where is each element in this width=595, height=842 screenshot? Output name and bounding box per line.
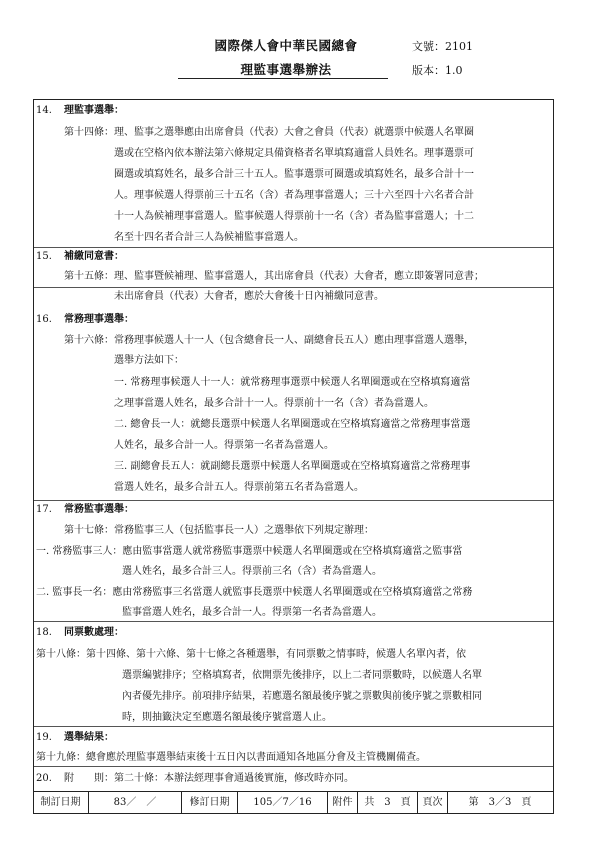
row-divider [34,247,553,248]
row-divider [34,766,553,767]
created-date-value: 83／ ／ [89,792,182,814]
article-line: 名至十四名者合計三人為候補監事當選人。 [114,232,304,243]
article-line: 一. 常務理事候選人十一人：就常務理事選票中候選人名單圈選或在空格填寫適當 [114,377,471,388]
article-line: 三. 副總會長五人：就副總長選票中候選人名單圈選或在空格填寫適當之常務理事 [114,461,471,472]
page-label: 頁次 [418,792,448,814]
content-frame [33,99,554,814]
organization-name: 國際傑人會中華民國總會 [214,38,358,53]
attachment-label: 附件 [328,792,358,814]
article-line: 圈選或填寫姓名，最多合計三十五人。監事選票可圈選或填寫姓名，最多合計十一 [114,169,474,180]
section-14-number: 14. [36,105,52,116]
article-line: 人。理事候選人得票前三十五名（含）者為理事當選人；三十六至四十六名者合計 [114,190,474,201]
article-line: 選舉方法如下： [114,355,184,366]
attachment-pages: 共 3 頁 [358,792,418,814]
section-14-title: 理監事選舉： [64,105,124,116]
section-17-number: 17. [36,504,52,515]
section-15-number: 15. [36,251,52,262]
document-footer [33,791,554,814]
row-divider [34,621,553,622]
row-divider [34,287,553,288]
section-15-title: 補繳同意書： [64,251,124,262]
article-line: 選或在空格內依本辦法第六條規定具備資格者名單填寫適當人員姓名。理事選票可 [114,148,474,159]
article-line: 內者優先排序。前項排序結果，若應選名額最後序號之票數與前後序號之票數相同 [122,691,482,702]
title-underline [178,78,388,79]
article-line: 選票編號排序；空格填寫者，依開票先後排序，以上二者同票數時，以候選人名單 [122,670,482,681]
document-title: 理監事選舉辦法 [240,62,332,77]
article-line: 第十五條：理、監事暨候補理、監事當選人，其出席會員（代表）大會者，應立即簽署同意書； [64,271,484,282]
revised-date-value: 105／7／16 [238,792,328,814]
section-17-title: 常務監事選舉： [64,504,134,515]
article-line: 二. 總會長一人：就總長選票中候選人名單圈選或在空格填寫適當之常務理事當選 [114,419,471,430]
article-line: 時，則抽籤決定至應選名額最後序號當選人止。 [122,712,332,723]
section-18-number: 18. [36,627,52,638]
article-line: 第十四條：理、監事之選舉應由出席會員（代表）大會之會員（代表）就選票中候選人名單圈 [64,127,474,138]
row-divider [34,726,553,727]
section-20-text: 附 則：第二十條：本辦法經理事會通過後實施，修改時亦同。 [64,773,354,784]
article-line: 監事當選人姓名，最多合計一人。得票第一名者為當選人。 [122,607,382,618]
article-line: 第十八條：第十四條、第十六條、第十七條之各種選舉，有同票數之情事時，候選人名單內者，依 [36,649,466,660]
article-line: 選人姓名，最多合計三人。得票前三名（含）者為當選人。 [122,566,382,577]
section-19-number: 19. [36,732,52,743]
section-16-number: 16. [36,314,52,325]
article-line: 人姓名，最多合計一人。得票第一名者為當選人。 [114,440,334,451]
article-line: 當選人姓名，最多合計五人。得票前第五名者為當選人。 [114,482,364,493]
page-number: 第 3／3 頁 [468,797,532,808]
document-version: 版本：1.0 [412,64,463,77]
article-line: 第十六條：常務理事候選人十一人（包含總會長一人、副總會長五人）應由理事當選人選舉， [64,335,474,346]
article-line: 未出席會員（代表）大會者，應於大會後十日內補繳同意書。 [114,291,384,302]
article-line: 二. 監事長一名：應由常務監事三名當選人就監事長選票中候選人名單圈選或在空格填寫適當之常務 [36,587,473,598]
section-19-title: 選舉結果： [64,732,114,743]
article-line: 一. 常務監事三人：應由監事當選人就常務監事選票中候選人名單圈選或在空格填寫適當之監事當 [36,546,463,557]
article-line: 十一人為候補理事當選人。監事候選人得票前十一名（含）者為監事當選人；十二 [114,211,474,222]
article-line: 第十七條：常務監事三人（包括監事長一人）之選舉依下列規定辦理： [64,525,374,536]
article-line: 之理事當選人姓名，最多合計十一人。得票前十一名（含）者為當選人。 [114,398,434,409]
section-16-title: 常務理事選舉： [64,314,134,325]
created-date-label: 制訂日期 [33,792,89,814]
article-line: 第十九條：總會應於理監事選舉結束後十五日內以書面通知各地區分會及主管機關備查。 [36,752,426,763]
row-divider [34,500,553,501]
section-20-number: 20. [36,773,52,784]
section-18-title: 同票數處理： [64,627,124,638]
revised-date-label: 修訂日期 [182,792,238,814]
document-number: 文號：2101 [412,40,473,53]
